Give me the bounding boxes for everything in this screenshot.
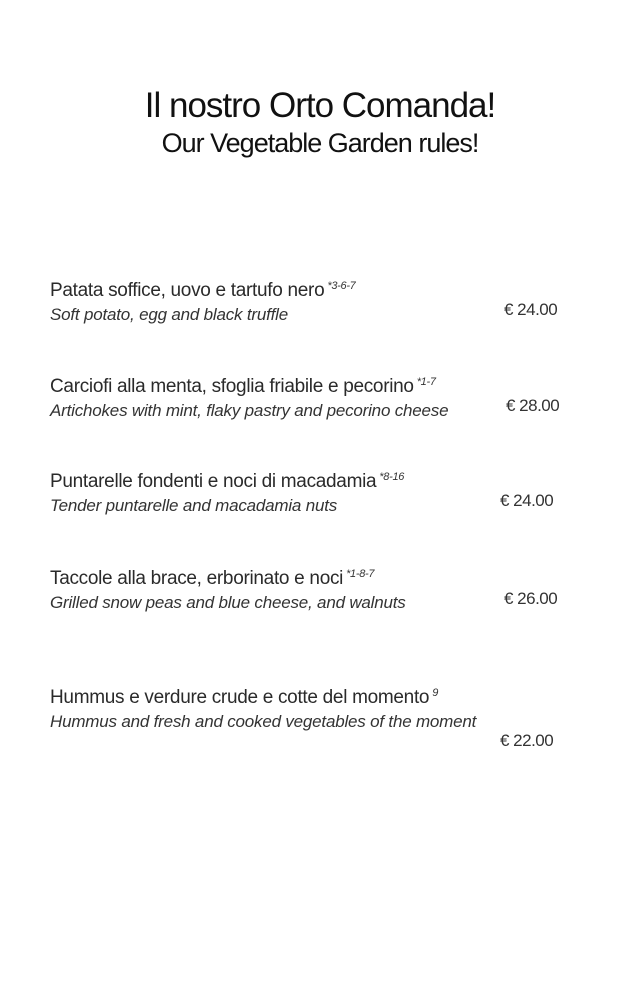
allergen-codes: *1-8-7 <box>346 568 375 580</box>
dish-price: € 24.00 <box>500 491 554 510</box>
dish-name-italian: Puntarelle fondenti e noci di macadamia $^{*8-16}$ <box>50 471 405 492</box>
dish-name-italian: Carciofi alla menta, sfoglia friabile e pecorino $^{*1-7}$ <box>50 376 436 397</box>
dish-price: € 26.00 <box>504 589 558 608</box>
allergen-codes: *8-16 <box>379 471 405 483</box>
dish-name-english: Grilled snow peas and blue cheese, and walnuts <box>50 593 406 612</box>
dish-name-english: Artichokes with mint, flaky pastry and pecorino cheese <box>50 401 449 420</box>
menu-title-english: Our Vegetable Garden rules! <box>161 128 479 158</box>
menu-item <box>50 681 590 734</box>
allergen-codes: 9 <box>432 687 439 699</box>
allergen-codes: *3-6-7 <box>327 280 356 292</box>
dish-price: € 28.00 <box>506 396 560 415</box>
dish-name-italian: Taccole alla brace, erborinato e noci $^{*1-8-7}$ <box>50 568 375 589</box>
allergen-codes: *1-7 <box>416 376 436 388</box>
dish-price: € 24.00 <box>504 300 558 319</box>
dish-name-italian: Patata soffice, uovo e tartufo nero $^{*3-6-7}$ <box>50 280 356 301</box>
menu-title-italian: Il nostro Orto Comanda! <box>144 86 496 125</box>
dish-name-english: Soft potato, egg and black truffle <box>50 305 288 324</box>
dish-name-italian: Hummus e verdure crude e cotte del momento $^9$ <box>50 687 439 708</box>
dish-name-english: Hummus and fresh and cooked vegetables of the moment <box>50 712 477 731</box>
dish-name-english: Tender puntarelle and macadamia nuts <box>50 496 338 515</box>
dish-price: € 22.00 <box>500 731 554 750</box>
